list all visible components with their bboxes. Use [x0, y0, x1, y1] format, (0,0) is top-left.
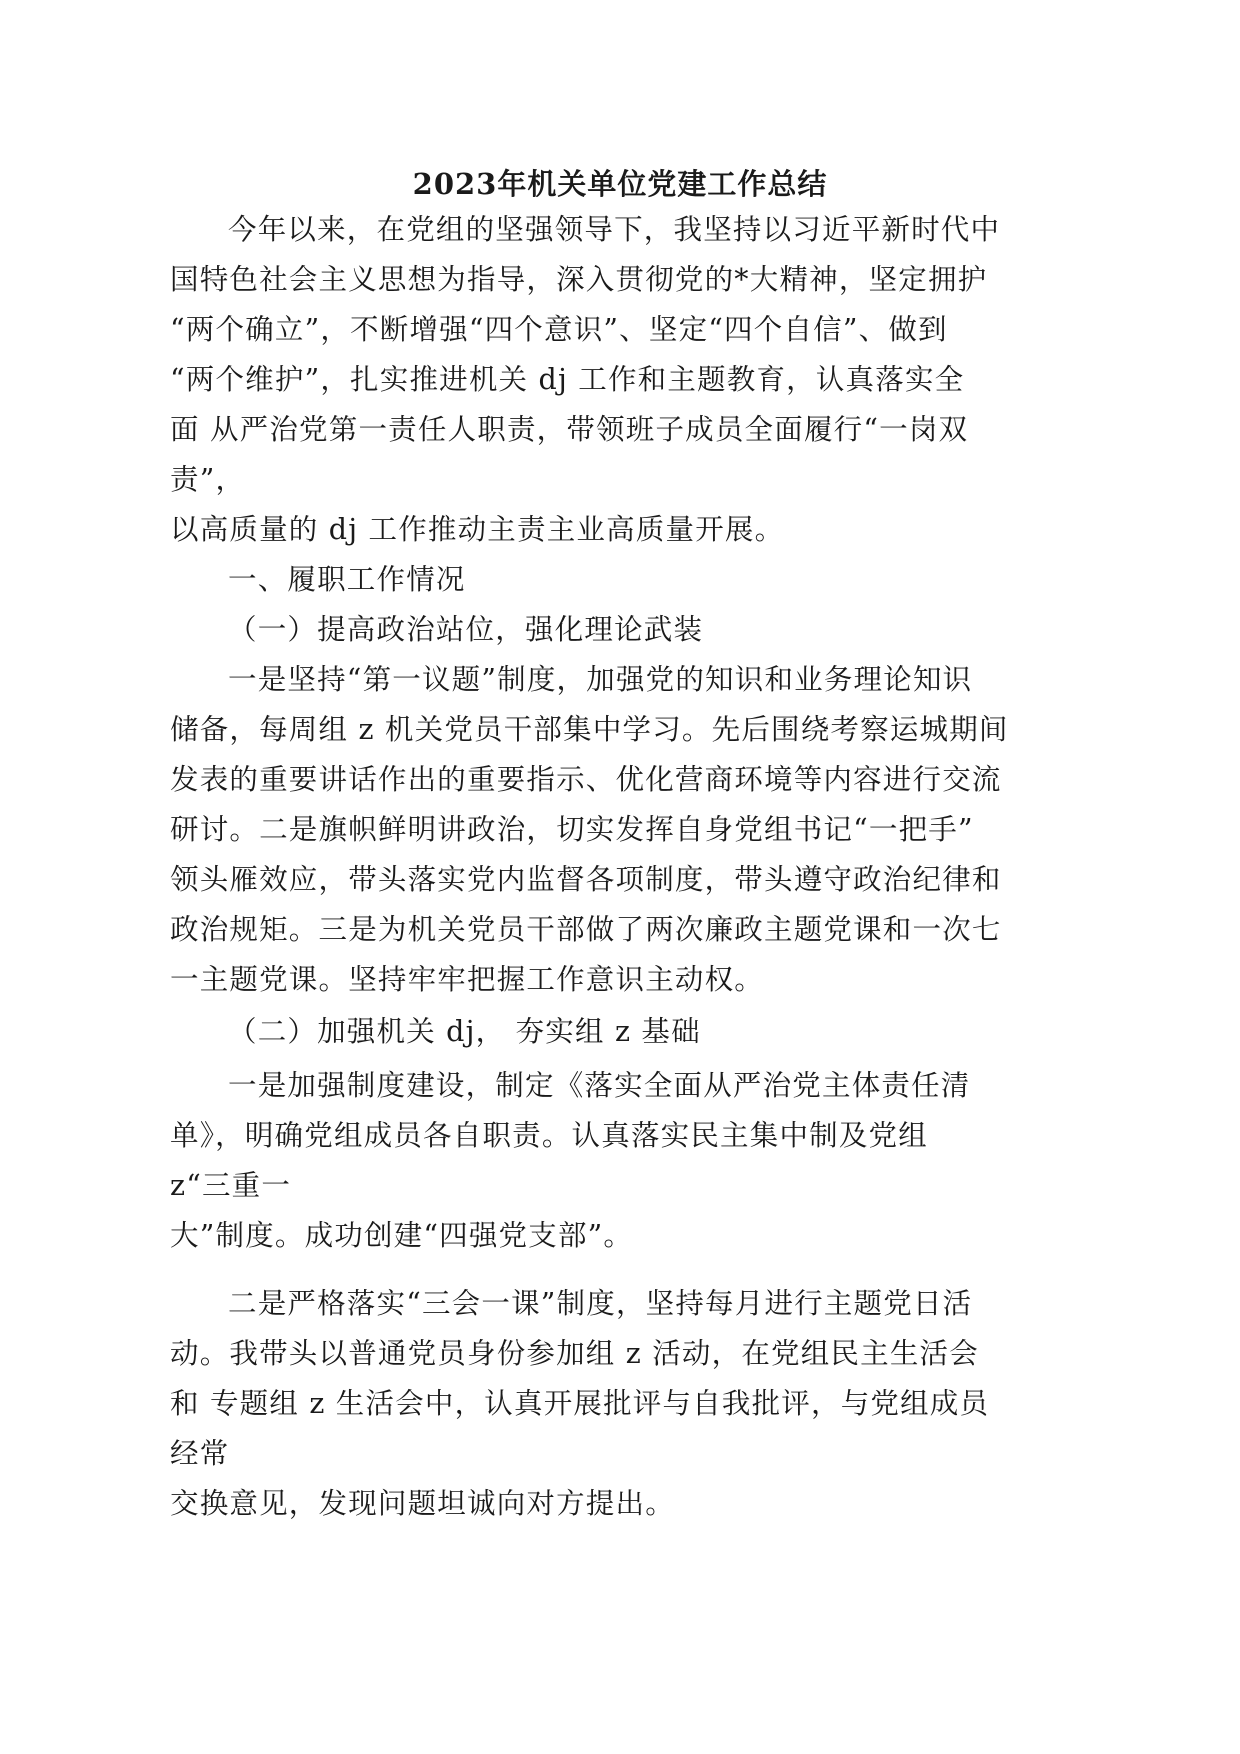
paragraph-line: 一主题党课。坚持牢牢把握工作意识主动权。 — [170, 963, 765, 996]
paragraph-line: 今年以来，在党组的坚强领导下，我坚持以习近平新时代中 — [228, 213, 1001, 246]
paragraph-line: 一是坚持“第一议题”制度，加强党的知识和业务理论知识 — [228, 663, 973, 696]
paragraph-line: z“三重一 — [170, 1169, 292, 1202]
paragraph-line: 政治规矩。三是为机关党员干部做了两次廉政主题党课和一次七 — [170, 913, 1002, 946]
paragraph-line: 大”制度。成功创建“四强党支部”。 — [170, 1219, 634, 1252]
paragraph-line: 二是严格落实“三会一课”制度，坚持每月进行主题党日活 — [228, 1287, 973, 1320]
paragraph-line: 以高质量的 dj 工作推动主责主业高质量开展。 — [170, 513, 785, 546]
paragraph-line: 责”， — [170, 463, 246, 496]
paragraph-line: 研讨。二是旗帜鲜明讲政治，切实发挥自身党组书记“一把手” — [170, 813, 974, 846]
paragraph-line: 面 从严治党第一责任人职责，带领班子成员全面履行“一岗双 — [170, 413, 969, 446]
paragraph-line: 发表的重要讲话作出的重要指示、优化营商环境等内容进行交流 — [170, 763, 1002, 796]
paragraph-line: 动。我带头以普通党员身份参加组 z 活动，在党组民主生活会 — [170, 1337, 979, 1370]
paragraph-line: 储备，每周组 z 机关党员干部集中学习。先后围绕考察运城期间 — [170, 713, 1009, 746]
paragraph-line: 单》，明确党组成员各自职责。认真落实民主集中制及党组 — [170, 1119, 928, 1152]
subsection-heading: （一）提高政治站位，强化理论武装 — [228, 613, 704, 646]
paragraph-line: 交换意见，发现问题坦诚向对方提出。 — [170, 1487, 675, 1520]
paragraph-line: 经常 — [170, 1437, 230, 1470]
paragraph-line: “两个确立”，不断增强“四个意识”、坚定“四个自信”、做到 — [170, 313, 948, 346]
subsection-heading: （二）加强机关 dj， 夯实组 z 基础 — [228, 1015, 701, 1048]
paragraph-line: “两个维护”，扎实推进机关 dj 工作和主题教育，认真落实全 — [170, 363, 965, 396]
paragraph-line: 一是加强制度建设，制定《落实全面从严治党主体责任清 — [228, 1069, 971, 1102]
paragraph-line: 和 专题组 z 生活会中，认真开展批评与自我批评，与党组成员 — [170, 1387, 990, 1420]
paragraph-line: 领头雁效应，带头落实党内监督各项制度，带头遵守政治纪律和 — [170, 863, 1002, 896]
paragraph-line: 国特色社会主义思想为指导，深入贯彻党的*大精神，坚定拥护 — [170, 263, 988, 296]
section-heading: 一、履职工作情况 — [228, 563, 466, 596]
document-title: 2023年机关单位党建工作总结 — [412, 167, 828, 201]
